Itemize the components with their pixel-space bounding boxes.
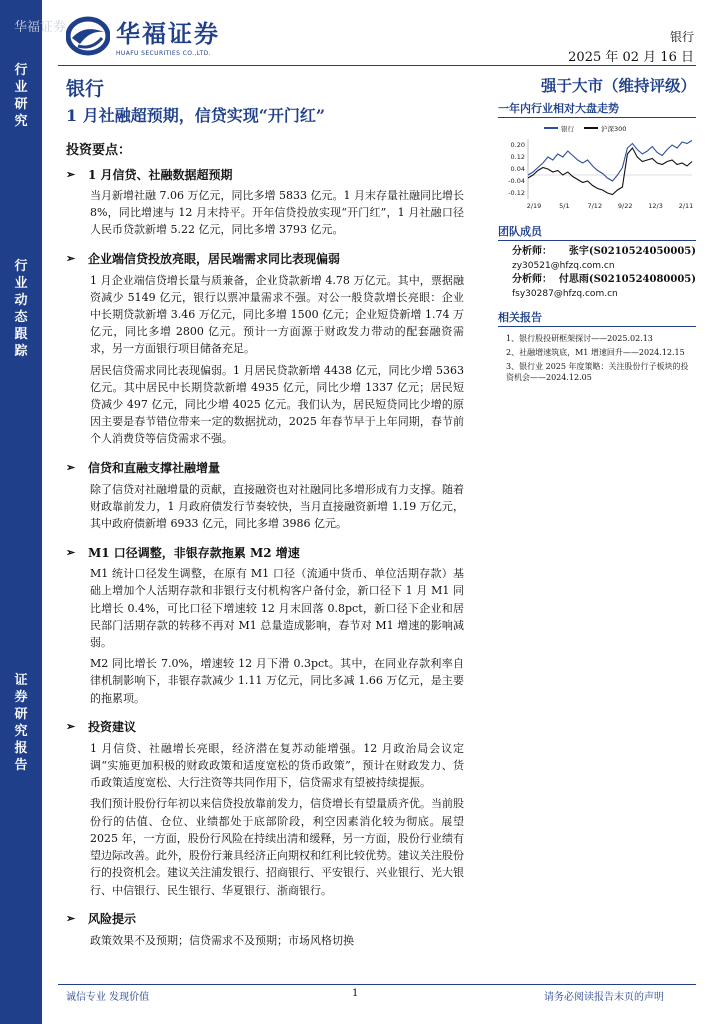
- right-column: [498, 74, 696, 383]
- analyst-row: [498, 273, 696, 287]
- arrow-bullet-icon: ➢: [66, 720, 76, 734]
- arrow-bullet-icon: ➢: [66, 461, 76, 475]
- sidebar-section-dynamic-tracking: [0, 258, 42, 360]
- analyst-title: 分析师：: [512, 274, 552, 285]
- paragraph: 当月新增社融 7.06 万亿元，同比多增 5833 亿元。1 月末存量社融同比增长 8%，同比增速与 12 月末持平。开年信贷投放实现“开门红”，1 月社融口径人民币贷款新增 5.22 亿元，同比多增 3793 亿元。: [90, 189, 464, 237]
- analyst-row: [498, 245, 696, 259]
- y-tick-label: 0.12: [510, 153, 525, 161]
- sidebar-label: 行 业 动 态 跟 踪: [14, 259, 28, 359]
- paragraph: 除了信贷对社融增量的贡献，直接融资也对社融同比多增形成有力支撑。随着财政靠前发力，1 月政府债发行节奏较快，当月直接融资新增 1.19 万亿元，其中政府债新增 6933 亿元，同比多增 3986 亿元。: [90, 482, 464, 531]
- chart-heading: 一年内行业相对大盘走势: [498, 100, 696, 118]
- y-tick-label: 0.20: [510, 141, 525, 149]
- sidebar-section-research-report: [0, 672, 42, 774]
- legend-swatch: [544, 127, 558, 129]
- watermark: 华福证券: [14, 20, 67, 35]
- legend-label: 银行: [561, 124, 574, 133]
- paragraph: 政策效果不及预期；信贷需求不及预期；市场风格切换: [90, 933, 354, 947]
- team-heading: 团队成员: [498, 223, 696, 241]
- section-heading: ➢ 投资建议: [66, 720, 137, 735]
- x-tick-label: 2/19: [526, 202, 542, 210]
- arrow-bullet-icon: ➢: [66, 545, 76, 559]
- legend-label: 沪深300: [601, 124, 627, 133]
- logo-swirl-icon: [66, 16, 110, 56]
- x-tick-label: 9/22: [617, 202, 633, 210]
- sidebar: [0, 0, 42, 1024]
- paragraph: 我们预计股份行年初以来信贷投放靠前发力，信贷增长有望量质齐优。当前股份行的估值、仓位、业绩都处于底部阶段，利空因素消化较为彻底。展望 2025 年，一方面，股份行风险在持续出清和缓释，另一方面，股份行业绩有望边际改善。此外，股份行兼具经济正向期权和红利比较优势。建议关注股份行的投资机会。建议关注浦发银行、招商银行、平安银行、兴业银行、光大银行、中信银行、民生银行、华夏银行、浙商银行。: [90, 797, 464, 897]
- x-tick-label: 7/12: [587, 202, 603, 210]
- paragraph: M1 统计口径发生调整，在原有 M1 口径（流通中货币、单位活期存款）基础上增加个人活期存款和非银行支付机构客户备付金，新口径下 1 月 M1 同比增长 0.4%，可比口径下增速较 12 月末回落 0.8pct，新口径下企业和居民部门活期存款的转移不再对 M1 总量造成影响，春节对 M1 增速的影响减弱。: [90, 567, 464, 650]
- footer-slogan: 诚信专业 发现价值: [66, 992, 150, 1003]
- analyst-email[interactable]: fsy30287@hfzq.com.cn: [512, 289, 618, 299]
- sidebar-label: 证 券 研 究 报 告: [14, 673, 28, 773]
- analyst-card: [498, 273, 696, 301]
- report-date: 2025 年 02 月 16 日: [568, 50, 694, 65]
- arrow-bullet-icon: ➢: [66, 252, 76, 266]
- company-logo: [66, 14, 220, 57]
- paragraph: 1 月信贷、社融增长亮眼，经济潜在复苏动能增强。12 月政治局会议定调“实施更加积极的财政政策和适度宽松的货币政策”，预计在财政发力、货币政策适度宽松、大行注资等共同作用下，信贷需求有望被持续提振。: [90, 741, 464, 790]
- analyst-title: 分析师：: [512, 246, 552, 257]
- arrow-bullet-icon: ➢: [66, 167, 76, 181]
- legend-item: [584, 124, 626, 133]
- page-number: 1: [352, 988, 359, 999]
- sidebar-label: 行 业 研 究: [14, 63, 28, 129]
- paragraph: 居民信贷需求同比表现偏弱。1 月居民贷款新增 4438 亿元，同比少增 5363 亿元。其中居民中长期贷款新增 4935 亿元，同比少增 1337 亿元；居民短贷减少 497 亿元，同比少增 4025 亿元。我们认为，居民短贷同比少增的原因主要是春节错位带来一定的数据扰动，2025 年春节早于上年同期，春节前个人消费贷等信贷需求不强。: [90, 363, 464, 446]
- paragraph: M2 同比增长 7.0%，增速较 12 月下滑 0.3pct。其中，在同业存款利率自律机制影响下，非银存款减少 1.11 万亿元，同比多减 1.66 万亿元，是主要的拖累项。: [90, 657, 464, 705]
- section-heading: ➢ 风险提示: [66, 912, 137, 927]
- analyst-name: 付思雨(S0210524080005): [558, 274, 696, 285]
- arrow-bullet-icon: ➢: [66, 912, 76, 926]
- legend-swatch: [584, 127, 598, 129]
- x-tick-label: 5/1: [559, 202, 570, 210]
- related-reports-heading: 相关报告: [498, 309, 696, 327]
- footer-disclaimer: 请务必阅读报告末页的声明: [544, 992, 664, 1003]
- section-heading: ➢ 企业端信贷投放亮眼，居民端需求同比表现偏弱: [66, 252, 341, 267]
- x-tick-label: 2/11: [678, 202, 694, 210]
- analyst-email[interactable]: zy30521@hfzq.com.cn: [512, 261, 615, 271]
- section-heading: ➢ 1 月信贷、社融数据超预期: [66, 167, 233, 182]
- legend-item: [544, 124, 574, 133]
- y-tick-label: -0.04: [508, 177, 525, 185]
- series-line-csi300: [528, 148, 692, 195]
- header-industry: 银行: [669, 30, 694, 44]
- investment-points-heading: 投资要点：: [66, 143, 132, 158]
- sidebar-section-industry-research: [0, 62, 42, 130]
- relative-performance-chart: [498, 133, 696, 213]
- section-heading: ➢ 信贷和直融支撑社融增量: [66, 461, 221, 476]
- chart-legend: [544, 123, 696, 133]
- section-heading: ➢ M1 口径调整，非银存款拖累 M2 增速: [66, 545, 300, 560]
- related-report-item[interactable]: 1、银行股投研框架探讨——2025.02.13: [506, 334, 653, 343]
- related-report-item[interactable]: 3、银行业 2025 年度策略：关注股份行子板块的投资机会——2024.12.05: [506, 362, 689, 382]
- header-divider: [58, 65, 696, 66]
- report-title: 1 月社融超预期，信贷实现“开门红”: [66, 106, 326, 125]
- related-report-item[interactable]: 2、社融增速筑底，M1 增速回升——2024.12.15: [506, 348, 685, 357]
- footer-divider: [58, 984, 696, 985]
- analyst-name: 张宇(S0210524050005): [568, 246, 696, 257]
- logo-name-cn: 华福证券: [116, 20, 220, 48]
- y-tick-label: 0.04: [510, 165, 525, 173]
- related-reports-list: [498, 333, 696, 383]
- industry-title: 银行: [66, 78, 105, 100]
- x-tick-label: 12/3: [648, 202, 663, 210]
- rating: 强于大市（维持评级）: [540, 76, 696, 95]
- analyst-card: [498, 245, 696, 273]
- logo-name-en: HUAFU SECURITIES CO.,LTD.: [116, 50, 212, 57]
- y-tick-label: -0.12: [508, 189, 525, 197]
- main-content: [66, 166, 464, 949]
- paragraph: 1 月企业端信贷增长量与质兼备，企业贷款新增 4.78 万亿元。其中，票据融资减少 5149 亿元，银行以票冲量需求不强。对公一般贷款增长亮眼：企业中长期贷款新增 3.46 万亿元，同比多增 1500 亿元；企业短贷新增 1.74 万亿元，同比多增 2800 亿元。预计一方面源于财政发力带动的配套融资需求，另一方面银行项目储备充足。: [90, 273, 464, 356]
